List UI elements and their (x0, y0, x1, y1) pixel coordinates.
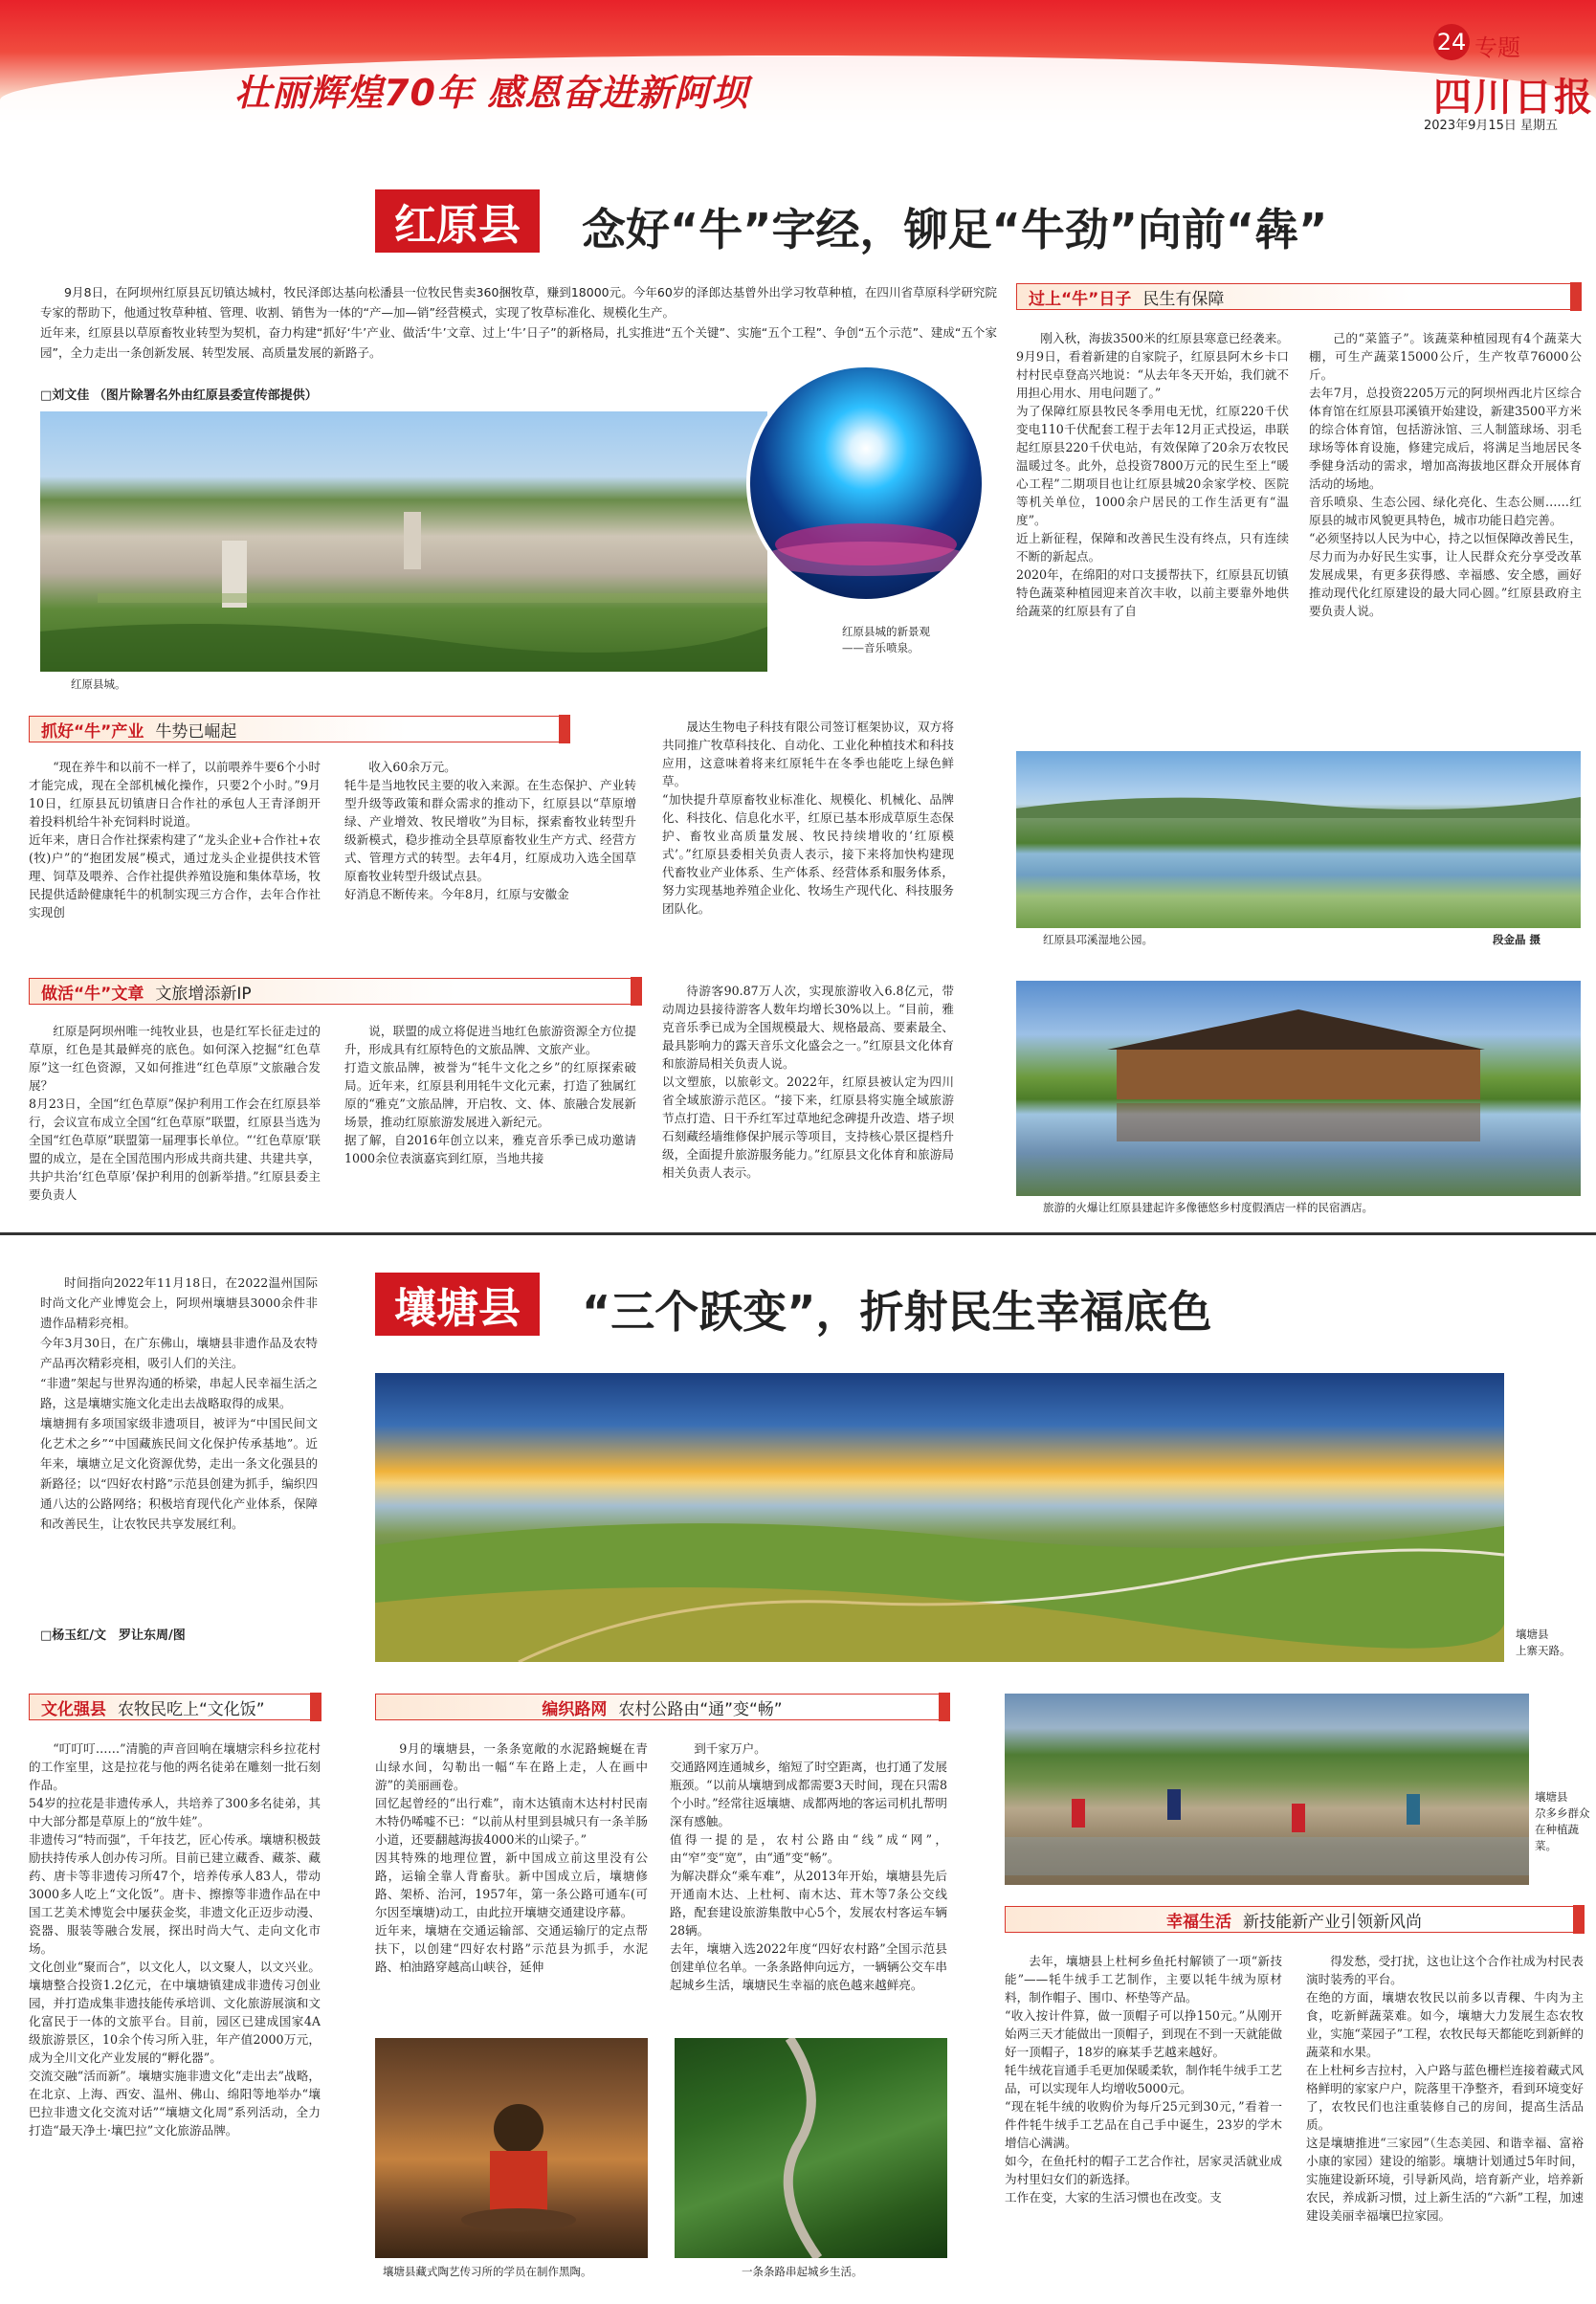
text-hongyuan-2c: 待游客90.87万人次，实现旅游收入6.8亿元，带动周边县接待游客人数年均增长30%以上。“目前，雅克音乐季已成为全国规模最大、规格最高、要素最全、最具影响力的露天音乐文化盛会之一。”红原县文化体育和旅游局相关负责人说。 以文塑旅，以旅彰文。2022年，红原县被认定为四川省全域旅游示范区。“接下来，红原县将实施全域旅游节点打造、日干乔红军过草地纪念碑提升改造、塔子坝石刻藏经墙维修保护展示等项目，支持核心景区提档升级，全面提升旅游服务能力。”红原县文化体育和旅游局相关负责人表示。 (662, 984, 954, 1180)
section-title: 文旅增添新IP (155, 984, 252, 1004)
section-title: 农村公路由“通”变“畅” (618, 1699, 783, 1719)
county-label-rangtang: 壤塘县 (375, 1273, 540, 1336)
section-header-rangtang-3 (1005, 1906, 1584, 1933)
text-rangtang-2a: 9月的壤塘县，一条条宽敞的水泥路蜿蜒在青山绿水间，勾勒出一幅“车在路上走，人在画中游”的美丽画卷。 回忆起曾经的“出行难”，南木达镇南木达村村民南木特仍唏嘘不已：“以前从村里到县城只有一条羊肠小道，还要翻越海拔4000米的山梁子。” 因其特殊的地理位置，新中国成立前这里没有公路，运输全靠人背畜驮。新中国成立后，壤塘修路、架桥、治河，1957年，第一条公路可通车(可尔因至壤塘)动工，由此拉开壤塘交通建设序幕。 近年来，壤塘在交通运输部、交通运输厅的定点帮扶下，以创建“四好农村路”示范县为抓手，水泥路、柏油路穿越高山峡谷，延伸 (375, 1741, 648, 1974)
section-title: 农牧民吃上“文化饭” (118, 1699, 265, 1719)
section-title: 牛势已崛起 (155, 721, 237, 742)
headline-hongyuan: 念好“牛”字经，铆足“牛劲”向前“犇” (582, 204, 1328, 255)
section-header-rangtang-1 (29, 1694, 321, 1720)
article-divider (0, 1232, 1596, 1235)
lede-rangtang: 时间指向2022年11月18日，在2022温州国际时尚文化产业博览会上，阿坝州壤塘县3000余件非遗作品精彩亮相。 今年3月30日，在广东佛山，壤塘县非遗作品及农特产品再次精彩亮相，吸引人们的关注。 “非遗”架起与世界沟通的桥梁，串起人民幸福生活之路，这是壤塘实施文化走出去战略取得的成果。 壤塘拥有多项国家级非遗项目，被评为“中国民间文化艺术之乡”“中国藏族民间文化保护传承基地”。近年来，壤塘立足文化资源优势，走出一条文化强县的新路径；以“四好农村路”示范县创建为抓手，编织四通八达的公路网络；积极培育现代化产业体系，保障和改善民生，让农牧民共享发展红利。 (40, 1275, 318, 1531)
pottery-shapes (375, 2038, 648, 2258)
section-title: 民生有保障 (1142, 289, 1225, 309)
photo-vegetable-planting (1005, 1694, 1529, 1885)
text-rangtang-2b: 到千家万户。 交通路网连通城乡，缩短了时空距离，也打通了发展瓶颈。“以前从壤塘到成都需要3天时间，现在只需8个小时。”经常往返壤塘、成都两地的客运司机扎帮明深有感触。 值得一提的是，农村公路由“线”成“网”，由“窄”变“宽”，由“通”变“畅”。 为解决群众“乘车难”，从2013年开始，壤塘县先后开通南木达、上杜柯、南木达、茸木等7条公交线路，配套建设旅游集散中心5个，发展农村客运车辆28辆。 去年，壤塘入选2022年度“四好农村路”全国示范县创建单位名单。一条条路伸向远方，一辆辆公交车串起城乡生活，壤塘民生幸福的底色越来越鲜亮。 (670, 1741, 947, 1992)
section-label: 专题 (1474, 34, 1520, 61)
text-rangtang-3b: 得发愁，受打扰，这也让这个合作社成为村民表演时装秀的平台。 在绝的方面，壤塘农牧民以前多以青稞、牛肉为主食，吃新鲜蔬菜难。如今，壤塘大力发展生态农牧业，实施“菜园子”工程，农牧民每天都能吃到新鲜的蔬菜和水果。 在上杜柯乡吉拉村，入户路与蓝色栅栏连接着藏式风格鲜明的家家户户，院落里干净整齐，看到环境变好了，农牧民们也注重装修自己的房间，提高生活品质。 这是壤塘推进“三家园”（生态美园、和谐幸福、富裕小康的家园）建设的缩影。壤塘计划通过5年时间，实施建设新环境，引导新风尚，培育新产业，培养新农民，养成新习惯，过上新生活的“六新”工程，加速建设美丽幸福壤巴拉家园。 (1306, 1954, 1584, 2223)
fountain-shapes (750, 367, 982, 599)
masthead-slogan: 壮丽辉煌70年 感恩奋进新阿坝 (234, 72, 749, 114)
section-header-hongyuan-1 (29, 716, 569, 742)
mountain-road-shapes (675, 2038, 947, 2258)
section-header-hongyuan-2 (29, 978, 641, 1005)
section-title: 新技能新产业引领新风尚 (1243, 1912, 1422, 1932)
photo-qiongxi-wetland (1016, 751, 1581, 928)
page-number-badge (1433, 24, 1470, 60)
section-bar (310, 1693, 321, 1721)
caption-shangzhai-road: 壤塘县 上寨天路。 (1516, 1628, 1571, 1657)
text-hongyuan-2b: 说，联盟的成立将促进当地红色旅游资源全方位提升，形成具有红原特色的文旅品牌、文旅产业。 打造文旅品牌，被誉为“牦牛文化之乡”的红原探索破局。近年来，红原县利用牦牛文化元素，打造了独属红原的“雅克”文旅品牌，开启牧、文、体、旅融合发展新场景，推动红原旅游发展进入新纪元。 据了解，自2016年创立以来，雅克音乐季已成功邀请1000余位表演嘉宾到红原，当地共接 (344, 1024, 636, 1165)
headline-rangtang: “三个跃变”，折射民生幸福底色 (582, 1286, 1212, 1338)
section-label: 抓好“牛”产业 (41, 721, 144, 742)
byline-hongyuan: □刘文佳 （图片除署名外由红原县委宣传部提供） (40, 388, 318, 403)
text-hongyuan-1c: 晟达生物电子科技有限公司签订框架协议，双方将共同推广牧草科技化、自动化、工业化种植技术和科技应用，这意味着将来红原牦牛在冬季也能吃上绿色鲜草。 “加快提升草原畜牧业标准化、规模化、机械化、品牌化、科技化、信息化水平，红原已基本形成草原生态保护、畜牧业高质量发展、牧民持续增收的‘红原模式’。”红原县委相关负责人表示，接下来将加快构建现代畜牧业产业体系、生产体系、经营体系和服务体系，努力实现基地养殖企业化、牧场生产现代化、科技服务团队化。 (662, 720, 954, 916)
caption-hongyuan-county: 红原县城。 (71, 677, 126, 691)
section-bar (631, 977, 642, 1006)
lede-hongyuan: 9月8日，在阿坝州红原县瓦切镇达城村，牧民泽郎达基向松潘县一位牧民售卖360捆牧草，赚到18000元。今年60岁的泽郎达基曾外出学习牧草种植，在四川省草原科学研究院专家的帮助下，他通过牧草种植、管理、收割、销售为一体的“产—加—销”经营模式，实现了牧草标准化、规模化生产。 近年来，红原县以草原畜牧业转型为契机，奋力构建“抓好‘牛’产业、做活‘牛’文章、过上‘牛’日子”的新格局，扎实推进“五个关键”、实施“五个工程”、争创“五个示范”、建成“五个家园”，全力走出一条创新发展、转型发展、高质量发展的新路子。 (40, 285, 997, 360)
photo-music-fountain (746, 364, 986, 603)
section-bar (559, 715, 570, 743)
section-bar (939, 1693, 950, 1721)
caption-wetland: 红原县邛溪湿地公园。 (1043, 933, 1153, 946)
road-shapes (375, 1373, 1504, 1662)
byline-rangtang: □杨玉红/文 罗让东周/图 (40, 1628, 186, 1643)
photo-mountain-road (675, 2038, 947, 2258)
text-rangtang-3a: 去年，壤塘县上杜柯乡鱼托村解锁了一项“新技能”——牦牛绒手工艺制作，主要以牦牛绒为原材料，制作帽子、围巾、杯垫等产品。 “收入按计件算，做一顶帽子可以挣150元。”从刚开始两三天才能做出一顶帽子，到现在不到一天就能做好一顶帽子，18岁的麻某手艺越来越好。 牦牛绒花盲通手毛更加保暖柔软，制作牦牛绒手工艺品，可以实现年人均增收5000元。 “现在牦牛绒的收购价为每斤25元到30元，”看着一件件牦牛绒手工艺品在自己手中诞生，23岁的学木增信心满满。 如今，在鱼托村的帽子工艺合作社，居家灵活就业成为村里妇女们的新选择。 工作在变，大家的生活习惯也在改变。支 (1005, 1954, 1282, 2204)
photo-hongyuan-county (40, 411, 767, 672)
paper-name: 四川日报 (1433, 75, 1594, 120)
caption-music-fountain: 红原县城的新景观 ——音乐喷泉。 (842, 625, 930, 654)
text-rangtang-1: “叮叮叮……”清脆的声音回响在壤塘宗科乡拉花村的工作室里，这是拉花与他的两名徒弟在雕刻一批石刻作品。 54岁的拉花是非遗传承人，共培养了300多名徒弟，其中大部分都是草原上的“放牛娃”。 非遗传习“特而强”，千年技艺，匠心传承。壤塘积极鼓励扶持传承人创办传习所。目前已建立藏香、藏茶、藏药、唐卡等非遗传习所47个，培养传承人83人，带动3000多人吃上“文化饭”。唐卡、擦擦等非遗作品在中国工艺美术博览会中屡获金奖，非遗文化正迈步动漫、瓷器、服装等融合发展，探出时尚大气、走向文化市场。 文化创业“聚而合”，以文化人，以文聚人，以文兴业。壤塘整合投资1.2亿元，在中壤塘镇建成非遗传习创业园，并打造成集非遗技能传承培训、文化旅游展演和文化富民于一体的文旅平台。目前，园区已建成国家4A级旅游景区，10余个传习所入驻，年产值2000万元，成为全川文化产业发展的“孵化器”。 交流交融“活而新”。壤塘实施非遗文化“走出去”战略，在北京、上海、西安、温州、佛山、绵阳等地举办“壤巴拉非遗文化交流对话”“壤塘文化周”系列活动，全力打造“最天净土·壤巴拉”文化旅游品牌。 (29, 1741, 321, 2138)
text-hongyuan-2a: 红原是阿坝州唯一纯牧业县，也是红军长征走过的草原，红色是其最鲜亮的底色。如何深入挖掘“红色草原”这一红色资源，又如何推进“红色草原”文旅融合发展？ 8月23日，全国“红色草原”保护利用工作会在红原县举行，会议宣布成立全国“红色草原”联盟，红原县当选为全国“红色草原”联盟第一届理事长单位。“‘红色草原’联盟的成立，是在全国范围内形成共商共建、共建共享，共护共治‘红色草原’保护利用的创新举措。”红原县委主要负责人 (29, 1024, 321, 1202)
county-label-hongyuan: 红原县 (375, 189, 540, 253)
wetland-shapes (1016, 751, 1581, 928)
section-header-rangtang-2 (375, 1694, 949, 1720)
caption-mountain-road: 一条条路串起城乡生活。 (742, 2265, 863, 2278)
issue-date: 2023年9月15日 星期五 (1424, 119, 1559, 133)
text-hongyuan-3a: 刚入秋，海拔3500米的红原县寒意已经袭来。9月9日，看着新建的自家院子，红原县阿木乡卡口村村民卓登高兴地说：“从去年冬天开始，我们就不用担心用水、用电问题了。” 为了保障红原县牧民冬季用电无忧，红原220千伏变电110千伏配套工程于去年12月正式投运，串联起红原县220千伏电站，有效保障了20余万农牧民温暖过冬。此外，总投资7800万元的民生至上“暖心工程”二期项目也让红原县城20余家学校、医院等机关单位，1000余户居民的工作生活更有“温度”。 近上新征程，保障和改善民生没有终点，只有连续不断的新起点。 2020年，在绵阳的对口支援帮扶下，红原县瓦切镇特色蔬菜种植园迎来首次丰收，以前主要靠外地供给蔬菜的红原县有了自 (1016, 331, 1289, 618)
section-bar (1570, 282, 1582, 311)
section-bar (1573, 1905, 1585, 1934)
caption-homestay: 旅游的火爆让红原县建起许多像德悠乡村度假酒店一样的民宿酒店。 (1043, 1201, 1373, 1214)
text-hongyuan-3b: 己的“菜篮子”。该蔬菜种植园现有4个蔬菜大棚，可生产蔬菜15000公斤，生产牧草76000公斤。 去年7月，总投资2205万元的阿坝州西北片区综合体育馆在红原县邛溪镇开始建设，新建3500平方米的综合体育馆，包括游泳馆、三人制篮球场、羽毛球场等体育设施，修建完成后，将满足当地居民冬季健身活动的需求，增加高海拔地区群众开展体育活动的场地。 音乐喷泉、生态公园、绿化亮化、生态公厕……红原县的城市风貌更具特色，城市功能日趋完善。 “必须坚持以人民为中心，持之以恒保障改善民生，尽力而为办好民生实事，让人民群众充分享受改革发展成果，有更多获得感、幸福感、安全感，画好推动现代化红原建设的最大同心圆。”红原县政府主要负责人说。 (1309, 331, 1582, 618)
planting-shapes (1005, 1694, 1529, 1885)
section-label: 文化强县 (41, 1699, 106, 1719)
credit-wetland: 段金晶 摄 (1493, 933, 1541, 946)
section-label: 编织路网 (542, 1699, 608, 1719)
caption-vegetable-planting: 壤塘县 尕多乡群众 在种植蔬 菜。 (1535, 1790, 1590, 1852)
photo-hongyuan-shapes (40, 411, 767, 672)
photo-pottery-workshop (375, 2038, 648, 2258)
hotel-shapes (1016, 981, 1581, 1196)
text-hongyuan-1a: “现在养牛和以前不一样了，以前喂养牛要6个小时才能完成，现在全部机械化操作，只要2个小时。”9月10日，红原县瓦切镇唐日合作社的承包人王青泽朗开着投料机给牛补充饲料时说道。 近年来，唐日合作社探索构建了“龙头企业+合作社+农(牧)户”的“抱团发展”模式，通过龙头企业提供技术管理、饲草及喂养、合作社提供养殖设施和集体草场，牧民提供适龄健康牦牛的机制实现三方合作，去年合作社实现创 (29, 760, 321, 919)
page-number: 24 (1436, 29, 1467, 55)
section-label: 过上“牛”日子 (1029, 289, 1132, 309)
section-header-hongyuan-3 (1016, 283, 1581, 310)
section-label: 做活“牛”文章 (41, 984, 144, 1004)
section-label: 幸福生活 (1166, 1912, 1231, 1932)
caption-pottery: 壤塘县藏式陶艺传习所的学员在制作黑陶。 (383, 2265, 592, 2278)
photo-homestay-hotel (1016, 981, 1581, 1196)
photo-shangzhai-road (375, 1373, 1504, 1662)
text-hongyuan-1b: 收入60余万元。 牦牛是当地牧民主要的收入来源。在生态保护、产业转型升级等政策和群众需求的推动下，红原县以“草原增绿、产业增效、牧民增收”为目标，探索畜牧业转型升级新模式，稳步推动全县草原畜牧业生产方式、经营方式、管理方式的转型。去年4月，红原成功入选全国草原畜牧业转型升级试点县。 好消息不断传来。今年8月，红原与安徽金 (344, 760, 636, 901)
